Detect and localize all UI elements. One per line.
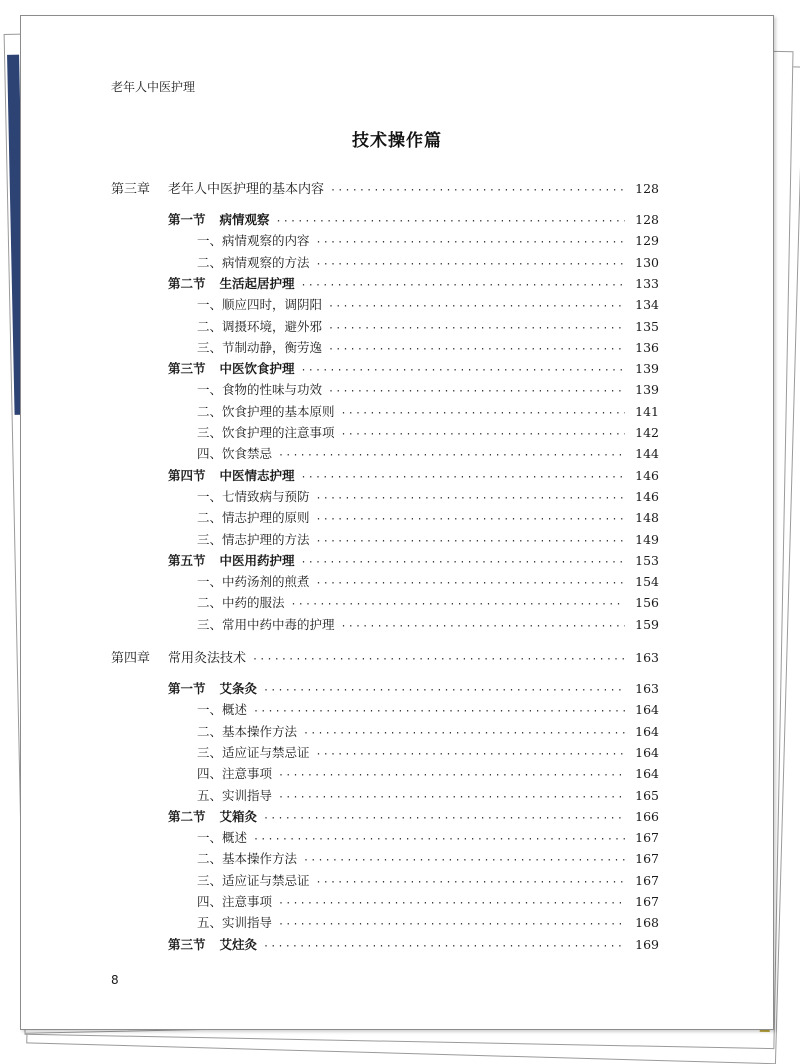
toc-entry-title: 三、情志护理的方法	[197, 531, 310, 547]
toc-entry-title: 五、实训指导	[197, 787, 273, 803]
page-number: 8	[111, 973, 119, 987]
dot-leader	[278, 919, 625, 930]
toc-page-number: 169	[635, 936, 659, 952]
toc-entry-title: 三、常用中药中毒的护理	[197, 616, 335, 632]
toc-page-number: 167	[635, 872, 659, 888]
toc-entry-title: 四、注意事项	[197, 766, 273, 782]
dot-leader	[252, 654, 625, 665]
toc-entry-item[interactable]	[197, 764, 659, 784]
dot-leader	[330, 185, 625, 196]
dot-leader	[328, 301, 625, 312]
toc-entry-text: 艾炷灸	[219, 936, 258, 952]
toc-page-number: 153	[635, 552, 659, 568]
toc-entry-title	[168, 551, 295, 569]
toc-page-number: 164	[635, 766, 659, 782]
toc-page-number: 163	[635, 650, 659, 665]
dot-leader	[253, 706, 625, 717]
toc-entry-item[interactable]	[197, 593, 659, 613]
toc-entry-text: 中医饮食护理	[219, 361, 295, 377]
toc-entry-item[interactable]	[197, 572, 659, 592]
toc-entry-title: 二、调摄环境，避外邪	[197, 318, 323, 334]
toc-entry-number: 第三节	[168, 361, 206, 377]
toc-page-number: 149	[635, 531, 659, 547]
toc-page-number: 128	[635, 181, 659, 196]
toc-entry-section[interactable]	[168, 274, 659, 294]
dot-leader	[341, 621, 625, 632]
toc-page-number: 148	[635, 510, 659, 526]
dot-leader	[263, 813, 625, 824]
toc-entry-item[interactable]	[197, 253, 659, 273]
dot-leader	[316, 493, 625, 504]
toc-entry-title: 二、基本操作方法	[197, 723, 298, 739]
toc-entry-title	[168, 466, 295, 484]
toc-page-number: 139	[635, 382, 659, 398]
dot-leader	[301, 472, 625, 483]
toc-entry-number: 第三节	[168, 936, 206, 952]
toc-entry-item[interactable]	[197, 317, 659, 337]
toc-entry-title	[168, 210, 270, 228]
dot-leader	[316, 749, 625, 760]
toc-page-number: 129	[635, 233, 659, 249]
toc-entry-title: 三、适应证与禁忌证	[197, 872, 310, 888]
toc-page-number: 142	[635, 425, 659, 440]
toc-entry-item[interactable]	[197, 871, 659, 891]
toc-entry-title	[168, 359, 295, 377]
toc-page-number: 128	[635, 212, 659, 227]
toc-entry-item[interactable]	[197, 338, 659, 358]
dot-leader	[301, 280, 625, 291]
toc-page-number: 164	[635, 744, 659, 760]
page-title: 技术操作篇	[352, 131, 442, 151]
toc-entry-section[interactable]	[168, 466, 659, 486]
toc-entry-title	[168, 679, 257, 697]
toc-page-number: 167	[635, 851, 659, 867]
toc-page-number: 130	[635, 254, 659, 270]
toc-entry-text: 老年人中医护理的基本内容	[168, 182, 325, 197]
toc-entry-section[interactable]	[168, 551, 659, 571]
toc-entry-section[interactable]	[168, 679, 659, 699]
toc-page-number: 159	[635, 616, 659, 632]
toc-page-number: 134	[635, 297, 659, 313]
dot-leader	[263, 685, 625, 696]
dot-leader	[303, 855, 625, 866]
toc-entry-text: 中医用药护理	[219, 552, 295, 568]
toc-entry-title: 三、适应证与禁忌证	[197, 744, 310, 760]
toc-entry-text: 中医情志护理	[219, 467, 295, 483]
toc-entry-number: 第三章	[111, 182, 151, 197]
toc-entry-title: 一、病情观察的内容	[197, 233, 310, 249]
toc-page-number: 146	[635, 467, 659, 483]
dot-leader	[276, 216, 625, 227]
dot-leader	[301, 365, 625, 376]
toc-entry-title: 三、节制动静，衡劳逸	[197, 339, 323, 355]
toc-entry-text: 艾条灸	[219, 681, 258, 696]
toc-entry-section[interactable]	[168, 210, 659, 230]
toc-entry-text: 病情观察	[219, 212, 270, 227]
dot-leader	[253, 834, 625, 845]
toc-entry-item[interactable]	[197, 444, 659, 464]
dot-leader	[316, 536, 625, 547]
toc-entry-item[interactable]	[197, 615, 659, 635]
toc-entry-title	[168, 274, 295, 292]
dot-leader	[328, 386, 625, 397]
toc-page-number: 144	[635, 446, 659, 462]
book-page	[20, 15, 774, 1030]
toc-page-number: 164	[635, 723, 659, 739]
toc-entry-chapter[interactable]	[111, 178, 659, 198]
dot-leader	[316, 237, 625, 248]
toc-page-number: 167	[635, 830, 659, 846]
toc-entry-number: 第五节	[168, 552, 206, 568]
toc-entry-item[interactable]	[197, 849, 659, 869]
toc-entry-number: 第一节	[168, 212, 206, 227]
toc-entry-item[interactable]	[197, 295, 659, 315]
toc-page-number: 141	[635, 403, 659, 419]
dot-leader	[263, 941, 625, 952]
toc-entry-item[interactable]	[197, 700, 659, 720]
toc-page-number: 163	[635, 681, 659, 696]
toc-entry-item[interactable]	[197, 508, 659, 528]
toc-entry-item[interactable]	[197, 722, 659, 742]
toc-entry-title: 四、注意事项	[197, 894, 273, 909]
toc-entry-item[interactable]	[197, 892, 659, 912]
toc-entry-title: 一、顺应四时，调阴阳	[197, 297, 323, 313]
toc-entry-title: 二、病情观察的方法	[197, 254, 310, 270]
toc-page-number: 154	[635, 574, 659, 590]
toc-entry-title: 二、情志护理的原则	[197, 510, 310, 526]
toc-entry-number: 第二节	[168, 808, 206, 824]
toc-entry-title: 一、中药汤剂的煎煮	[197, 574, 310, 590]
dot-leader	[278, 898, 625, 909]
toc-entry-item[interactable]	[197, 487, 659, 507]
toc-page-number: 146	[635, 488, 659, 504]
toc-entry-item[interactable]	[197, 231, 659, 251]
toc-entry-number: 第一节	[168, 681, 206, 696]
toc-entry-title: 一、概述	[197, 830, 248, 846]
toc-entry-title: 三、饮食护理的注意事项	[197, 425, 335, 440]
toc-entry-title	[111, 647, 246, 666]
dot-leader	[278, 770, 625, 781]
toc-entry-number: 第二节	[168, 275, 206, 291]
toc-entry-section[interactable]	[168, 807, 659, 827]
dot-leader	[316, 259, 625, 270]
dot-leader	[341, 429, 625, 440]
toc-entry-title: 一、概述	[197, 702, 248, 718]
toc-entry-text: 生活起居护理	[219, 275, 295, 291]
dot-leader	[278, 450, 625, 461]
toc-page-number: 136	[635, 339, 659, 355]
toc-page-number: 167	[635, 894, 659, 909]
toc-entry-item[interactable]	[197, 828, 659, 848]
dot-leader	[301, 557, 625, 568]
toc-entry-title: 一、食物的性味与功效	[197, 382, 323, 398]
toc-entry-title: 一、七情致病与预防	[197, 488, 310, 504]
toc-entry-number: 第四节	[168, 467, 206, 483]
toc-entry-title: 五、实训指导	[197, 915, 273, 931]
toc-entry-title	[168, 935, 257, 953]
dot-leader	[303, 728, 625, 739]
toc-entry-title	[111, 178, 324, 197]
toc-entry-title: 四、饮食禁忌	[197, 446, 273, 462]
toc-entry-item[interactable]	[197, 743, 659, 763]
toc-entry-item[interactable]	[197, 402, 659, 422]
dot-leader	[278, 792, 625, 803]
dot-leader	[328, 344, 625, 355]
dot-leader	[316, 877, 625, 888]
dot-leader	[316, 578, 625, 589]
toc-page-number: 135	[635, 318, 659, 334]
toc-entry-title: 二、饮食护理的基本原则	[197, 403, 335, 419]
toc-page-number: 165	[635, 787, 659, 803]
toc-page-number: 156	[635, 595, 659, 611]
dot-leader	[328, 323, 625, 334]
toc-entry-item[interactable]	[197, 530, 659, 550]
toc-entry-item[interactable]	[197, 423, 659, 443]
running-head: 老年人中医护理	[111, 80, 196, 94]
dot-leader	[341, 408, 625, 419]
toc-page-number: 168	[635, 915, 659, 931]
toc-page-number: 139	[635, 361, 659, 377]
dot-leader	[316, 514, 625, 525]
toc-entry-title	[168, 807, 257, 825]
toc-entry-item[interactable]	[197, 913, 659, 933]
toc-entry-text: 常用灸法技术	[168, 651, 247, 666]
toc-entry-section[interactable]	[168, 935, 659, 955]
toc-entry-title: 二、中药的服法	[197, 595, 285, 611]
toc-page-number: 166	[635, 808, 659, 824]
toc-entry-title: 二、基本操作方法	[197, 851, 298, 867]
toc-entry-chapter[interactable]	[111, 647, 659, 667]
toc-page-number: 133	[635, 275, 659, 291]
toc-entry-number: 第四章	[111, 651, 151, 666]
dot-leader	[291, 599, 625, 610]
toc-entry-item[interactable]	[197, 786, 659, 806]
toc-entry-text: 艾箱灸	[219, 808, 258, 824]
toc-entry-section[interactable]	[168, 359, 659, 379]
toc-page-number: 164	[635, 702, 659, 718]
toc-entry-item[interactable]	[197, 380, 659, 400]
